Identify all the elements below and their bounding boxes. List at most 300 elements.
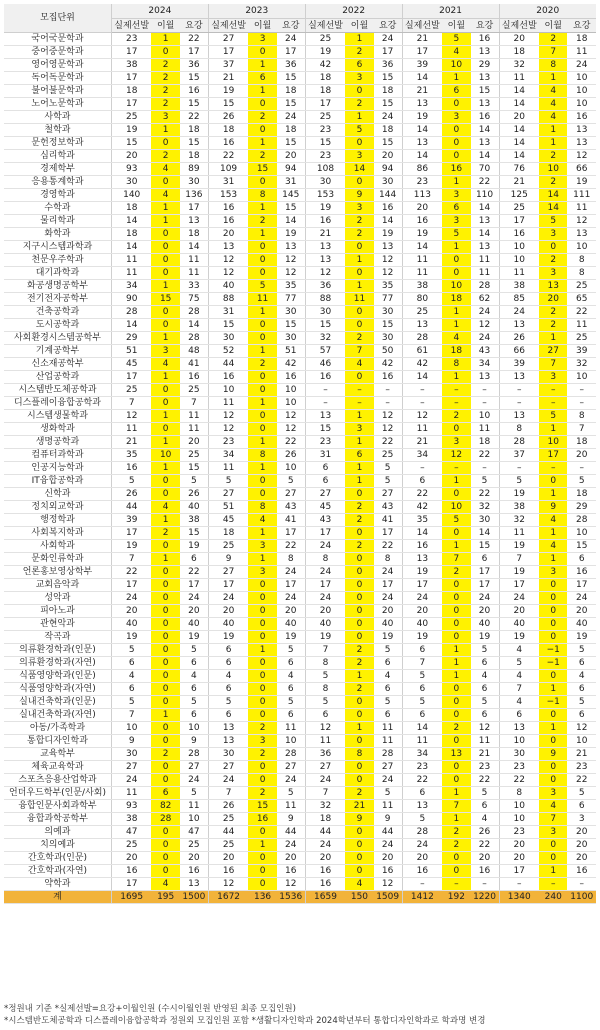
- total-row: [4, 891, 596, 904]
- selected-cell: 7: [305, 644, 345, 657]
- quota-cell: 77: [374, 293, 402, 306]
- selected-cell: 140: [111, 189, 151, 202]
- selected-cell: 39: [111, 514, 151, 527]
- selected-cell: 52: [208, 345, 248, 358]
- carry-cell: 2: [248, 358, 276, 371]
- selected-cell: 35: [111, 449, 151, 462]
- table-row: [4, 384, 596, 397]
- carry-cell: –: [442, 384, 470, 397]
- carry-cell: 0: [151, 644, 179, 657]
- quota-cell: 6: [180, 657, 208, 670]
- table-row: [4, 423, 596, 436]
- sub-header-carry: 이월: [151, 19, 179, 33]
- quota-cell: 6: [277, 683, 305, 696]
- carry-cell: 5: [539, 410, 567, 423]
- selected-cell: 10: [111, 722, 151, 735]
- carry-cell: −1: [539, 644, 567, 657]
- selected-cell: 12: [305, 722, 345, 735]
- selected-cell: 20: [499, 111, 539, 124]
- quota-cell: 41: [374, 514, 402, 527]
- selected-cell: 5: [499, 657, 539, 670]
- carry-cell: 5: [442, 514, 470, 527]
- carry-cell: 0: [151, 241, 179, 254]
- carry-cell: 9: [539, 501, 567, 514]
- carry-cell: 1: [345, 722, 373, 735]
- carry-cell: 0: [151, 254, 179, 267]
- carry-cell: 0: [248, 241, 276, 254]
- quota-cell: 44: [277, 826, 305, 839]
- carry-cell: 1: [442, 540, 470, 553]
- carry-cell: 0: [151, 267, 179, 280]
- dept-name: 물리학과: [4, 215, 111, 228]
- quota-cell: 30: [277, 306, 305, 319]
- quota-cell: 8: [567, 410, 596, 423]
- quota-cell: 13: [180, 215, 208, 228]
- carry-cell: 0: [345, 566, 373, 579]
- selected-cell: 32: [305, 332, 345, 345]
- quota-cell: 12: [277, 267, 305, 280]
- total-cell: 1659: [305, 891, 345, 904]
- carry-cell: 0: [248, 488, 276, 501]
- selected-cell: 10: [208, 384, 248, 397]
- selected-cell: 7: [499, 553, 539, 566]
- carry-cell: 3: [539, 787, 567, 800]
- carry-cell: 1: [248, 553, 276, 566]
- carry-cell: –: [442, 462, 470, 475]
- carry-cell: 3: [539, 566, 567, 579]
- footnote-1: *정원내 기준 *실제선발=요강+이월인원 (수시이월인원 반영된 최종 모집인원): [4, 1004, 296, 1014]
- quota-cell: 26: [277, 449, 305, 462]
- quota-cell: 24: [277, 592, 305, 605]
- quota-cell: 25: [567, 332, 596, 345]
- sub-header-quota: 요강: [180, 19, 208, 33]
- dept-name: 노어노문학과: [4, 98, 111, 111]
- carry-cell: 3: [248, 735, 276, 748]
- carry-cell: 0: [151, 852, 179, 865]
- selected-cell: 7: [111, 553, 151, 566]
- selected-cell: 20: [499, 33, 539, 46]
- carry-cell: 15: [151, 293, 179, 306]
- carry-cell: 2: [539, 319, 567, 332]
- table-row: [4, 280, 596, 293]
- quota-cell: 11: [180, 254, 208, 267]
- quota-cell: 70: [471, 163, 499, 176]
- carry-cell: 0: [248, 631, 276, 644]
- quota-cell: 6: [180, 683, 208, 696]
- quota-cell: 17: [471, 566, 499, 579]
- carry-cell: 0: [151, 683, 179, 696]
- selected-cell: 22: [111, 566, 151, 579]
- footnote-2: *시스템반도체공학과 디스플레이융합공학과 정원외 모집인원 포함 *생활디자인학과 2024학년부터 통합디자인학과로 학과명 변경: [4, 1016, 486, 1026]
- dept-name: 간호학과(인문): [4, 852, 111, 865]
- table-row: [4, 371, 596, 384]
- dept-name: 정치외교학과: [4, 501, 111, 514]
- selected-cell: 27: [208, 761, 248, 774]
- selected-cell: 153: [208, 189, 248, 202]
- selected-cell: –: [402, 462, 442, 475]
- selected-cell: 18: [305, 85, 345, 98]
- carry-cell: 1: [248, 85, 276, 98]
- dept-name: 경영학과: [4, 189, 111, 202]
- selected-cell: 30: [305, 176, 345, 189]
- carry-cell: 2: [539, 150, 567, 163]
- year-header-2024: 2024: [111, 4, 208, 19]
- selected-cell: 21: [208, 72, 248, 85]
- selected-cell: 23: [499, 761, 539, 774]
- selected-cell: 12: [208, 410, 248, 423]
- quota-cell: 12: [567, 215, 596, 228]
- carry-cell: –: [442, 397, 470, 410]
- selected-cell: 30: [111, 176, 151, 189]
- dept-name: 사회복지학과: [4, 527, 111, 540]
- quota-cell: 5: [567, 475, 596, 488]
- quota-cell: –: [374, 384, 402, 397]
- selected-cell: 8: [305, 657, 345, 670]
- quota-cell: 22: [277, 436, 305, 449]
- selected-cell: 11: [499, 267, 539, 280]
- selected-cell: 13: [305, 410, 345, 423]
- selected-cell: 8: [499, 787, 539, 800]
- selected-cell: 18: [111, 85, 151, 98]
- selected-cell: 11: [499, 527, 539, 540]
- selected-cell: 90: [111, 293, 151, 306]
- carry-cell: 10: [539, 436, 567, 449]
- quota-cell: 16: [471, 33, 499, 46]
- selected-cell: 6: [305, 462, 345, 475]
- selected-cell: 28: [499, 436, 539, 449]
- quota-cell: 15: [567, 540, 596, 553]
- quota-cell: 29: [567, 501, 596, 514]
- selected-cell: 32: [305, 800, 345, 813]
- quota-cell: 28: [471, 280, 499, 293]
- quota-cell: 5: [180, 644, 208, 657]
- table-row: [4, 813, 596, 826]
- selected-cell: 13: [305, 241, 345, 254]
- quota-cell: 13: [567, 137, 596, 150]
- carry-cell: 8: [248, 449, 276, 462]
- quota-cell: 6: [277, 709, 305, 722]
- selected-cell: 16: [305, 215, 345, 228]
- quota-cell: 20: [567, 449, 596, 462]
- carry-cell: 1: [151, 462, 179, 475]
- selected-cell: 38: [499, 501, 539, 514]
- quota-cell: 11: [277, 800, 305, 813]
- carry-cell: 21: [345, 800, 373, 813]
- carry-cell: 0: [151, 488, 179, 501]
- quota-cell: 5: [374, 462, 402, 475]
- carry-cell: 0: [442, 592, 470, 605]
- quota-cell: 89: [180, 163, 208, 176]
- quota-cell: 7: [567, 423, 596, 436]
- quota-cell: 15: [180, 462, 208, 475]
- carry-cell: 0: [539, 475, 567, 488]
- quota-cell: 41: [180, 358, 208, 371]
- carry-cell: 0: [345, 709, 373, 722]
- quota-cell: 15: [277, 202, 305, 215]
- quota-cell: 24: [277, 774, 305, 787]
- quota-cell: 13: [471, 98, 499, 111]
- selected-cell: 20: [208, 228, 248, 241]
- quota-cell: 19: [277, 631, 305, 644]
- carry-cell: 0: [151, 657, 179, 670]
- carry-cell: 0: [151, 605, 179, 618]
- carry-cell: 2: [345, 540, 373, 553]
- quota-cell: 13: [374, 241, 402, 254]
- sub-header-quota: 요강: [374, 19, 402, 33]
- carry-cell: 0: [151, 306, 179, 319]
- dept-name: 언더우드학부(인문/사회): [4, 787, 111, 800]
- selected-cell: 28: [402, 332, 442, 345]
- dept-name: 문헌정보학과: [4, 137, 111, 150]
- selected-cell: 37: [499, 449, 539, 462]
- selected-cell: 38: [499, 280, 539, 293]
- dept-name: 생화학과: [4, 423, 111, 436]
- selected-cell: 20: [499, 839, 539, 852]
- selected-cell: 25: [208, 839, 248, 852]
- selected-cell: 17: [499, 865, 539, 878]
- quota-cell: 31: [277, 176, 305, 189]
- selected-cell: 11: [111, 423, 151, 436]
- selected-cell: 10: [499, 813, 539, 826]
- carry-cell: 0: [151, 774, 179, 787]
- quota-cell: 6: [567, 683, 596, 696]
- quota-cell: 19: [180, 540, 208, 553]
- carry-cell: 7: [345, 345, 373, 358]
- dept-name: 교육학부: [4, 748, 111, 761]
- quota-cell: 5: [180, 696, 208, 709]
- quota-cell: 13: [471, 72, 499, 85]
- dept-name: 기계공학부: [4, 345, 111, 358]
- selected-cell: 14: [402, 527, 442, 540]
- selected-cell: 17: [111, 371, 151, 384]
- selected-cell: 14: [499, 98, 539, 111]
- selected-cell: 7: [499, 683, 539, 696]
- carry-cell: 0: [345, 488, 373, 501]
- table-row: [4, 787, 596, 800]
- quota-cell: 25: [180, 449, 208, 462]
- selected-cell: 51: [208, 501, 248, 514]
- dept-name: 화공생명공학부: [4, 280, 111, 293]
- selected-cell: –: [499, 397, 539, 410]
- dept-name: 사회환경시스템공학부: [4, 332, 111, 345]
- quota-cell: 15: [374, 98, 402, 111]
- carry-cell: 0: [345, 826, 373, 839]
- quota-cell: 9: [374, 813, 402, 826]
- carry-cell: 1: [539, 488, 567, 501]
- quota-cell: 14: [180, 319, 208, 332]
- quota-cell: 5: [374, 787, 402, 800]
- carry-cell: 5: [442, 228, 470, 241]
- quota-cell: 10: [567, 527, 596, 540]
- carry-cell: 10: [539, 163, 567, 176]
- table-row: [4, 176, 596, 189]
- selected-cell: 25: [111, 839, 151, 852]
- carry-cell: 4: [345, 358, 373, 371]
- quota-cell: 15: [471, 540, 499, 553]
- quota-cell: 30: [374, 306, 402, 319]
- quota-cell: 35: [374, 280, 402, 293]
- carry-cell: 0: [248, 761, 276, 774]
- quota-cell: 20: [180, 436, 208, 449]
- quota-cell: 16: [374, 202, 402, 215]
- quota-cell: 16: [567, 111, 596, 124]
- carry-cell: 3: [442, 215, 470, 228]
- carry-cell: 5: [442, 33, 470, 46]
- quota-cell: 13: [471, 137, 499, 150]
- table-row: [4, 670, 596, 683]
- quota-cell: 40: [374, 618, 402, 631]
- quota-cell: 18: [567, 436, 596, 449]
- quota-cell: 11: [471, 267, 499, 280]
- table-body: [4, 33, 596, 891]
- quota-cell: 42: [374, 358, 402, 371]
- selected-cell: 39: [402, 59, 442, 72]
- carry-cell: 1: [442, 657, 470, 670]
- carry-cell: 0: [248, 618, 276, 631]
- carry-cell: 2: [151, 150, 179, 163]
- selected-cell: 22: [208, 150, 248, 163]
- quota-cell: 6: [567, 553, 596, 566]
- dept-name: 성악과: [4, 592, 111, 605]
- carry-cell: 0: [539, 709, 567, 722]
- selected-cell: 14: [111, 241, 151, 254]
- quota-cell: 110: [471, 189, 499, 202]
- selected-cell: 10: [499, 735, 539, 748]
- dept-name: 대기과학과: [4, 267, 111, 280]
- quota-cell: 24: [277, 33, 305, 46]
- carry-cell: 0: [248, 774, 276, 787]
- selected-cell: 14: [499, 137, 539, 150]
- carry-cell: 1: [248, 137, 276, 150]
- table-row: [4, 566, 596, 579]
- selected-cell: 18: [305, 72, 345, 85]
- selected-cell: 16: [402, 540, 442, 553]
- quota-cell: 40: [180, 618, 208, 631]
- selected-cell: 14: [402, 150, 442, 163]
- dept-name: 불어불문학과: [4, 85, 111, 98]
- selected-cell: 5: [402, 696, 442, 709]
- selected-cell: 24: [305, 839, 345, 852]
- table-row: [4, 488, 596, 501]
- selected-cell: 14: [402, 72, 442, 85]
- selected-cell: 40: [305, 618, 345, 631]
- dept-name: 산업공학과: [4, 371, 111, 384]
- quota-cell: 27: [374, 488, 402, 501]
- quota-cell: 24: [277, 111, 305, 124]
- carry-cell: 0: [539, 774, 567, 787]
- quota-cell: 24: [374, 592, 402, 605]
- selected-cell: 6: [305, 475, 345, 488]
- selected-cell: 20: [208, 852, 248, 865]
- selected-cell: 16: [111, 865, 151, 878]
- carry-cell: 5: [345, 124, 373, 137]
- dept-name: 건축공학과: [4, 306, 111, 319]
- quota-cell: 7: [180, 397, 208, 410]
- quota-cell: 15: [277, 98, 305, 111]
- carry-cell: 7: [442, 800, 470, 813]
- selected-cell: 14: [499, 124, 539, 137]
- carry-cell: 1: [151, 280, 179, 293]
- table-row: [4, 228, 596, 241]
- carry-cell: 1: [442, 644, 470, 657]
- quota-cell: 24: [180, 592, 208, 605]
- table-row: [4, 735, 596, 748]
- quota-cell: 17: [180, 202, 208, 215]
- year-header-2020: 2020: [499, 4, 596, 19]
- table-row: [4, 878, 596, 891]
- quota-cell: 12: [471, 319, 499, 332]
- table-row: [4, 683, 596, 696]
- carry-cell: 2: [442, 566, 470, 579]
- selected-cell: 25: [305, 33, 345, 46]
- carry-cell: 0: [345, 137, 373, 150]
- carry-cell: 1: [539, 137, 567, 150]
- carry-cell: −1: [539, 696, 567, 709]
- dept-name: 도시공학과: [4, 319, 111, 332]
- quota-cell: 16: [374, 865, 402, 878]
- quota-cell: 28: [180, 332, 208, 345]
- carry-cell: 4: [539, 800, 567, 813]
- quota-cell: 16: [567, 566, 596, 579]
- carry-cell: 2: [151, 85, 179, 98]
- selected-cell: 11: [402, 254, 442, 267]
- carry-cell: 15: [248, 800, 276, 813]
- table-row: [4, 618, 596, 631]
- carry-cell: 0: [248, 332, 276, 345]
- year-header-2022: 2022: [305, 4, 402, 19]
- selected-cell: 20: [305, 852, 345, 865]
- selected-cell: 16: [305, 865, 345, 878]
- table-row: [4, 306, 596, 319]
- quota-cell: 12: [374, 267, 402, 280]
- carry-cell: 0: [151, 761, 179, 774]
- carry-cell: 1: [248, 436, 276, 449]
- quota-cell: 30: [374, 332, 402, 345]
- carry-cell: 0: [539, 592, 567, 605]
- carry-cell: 0: [151, 579, 179, 592]
- selected-cell: 16: [402, 865, 442, 878]
- carry-cell: 0: [151, 592, 179, 605]
- quota-cell: 22: [277, 540, 305, 553]
- carry-cell: 0: [442, 865, 470, 878]
- dept-name: 독어독문학과: [4, 72, 111, 85]
- carry-cell: 1: [151, 514, 179, 527]
- carry-cell: 0: [539, 735, 567, 748]
- carry-cell: 0: [248, 384, 276, 397]
- carry-cell: 2: [151, 527, 179, 540]
- quota-cell: 14: [471, 228, 499, 241]
- selected-cell: 28: [111, 306, 151, 319]
- selected-cell: 20: [111, 150, 151, 163]
- carry-cell: 3: [539, 228, 567, 241]
- quota-cell: 11: [374, 722, 402, 735]
- year-header-2023: 2023: [208, 4, 305, 19]
- quota-cell: 29: [471, 59, 499, 72]
- selected-cell: 42: [305, 59, 345, 72]
- carry-cell: 0: [151, 839, 179, 852]
- selected-cell: 7: [111, 397, 151, 410]
- selected-cell: 5: [111, 475, 151, 488]
- quota-cell: 4: [567, 670, 596, 683]
- carry-cell: 1: [442, 670, 470, 683]
- selected-cell: 14: [402, 124, 442, 137]
- carry-cell: 8: [248, 501, 276, 514]
- dept-name: 심리학과: [4, 150, 111, 163]
- quota-cell: 94: [277, 163, 305, 176]
- quota-cell: 44: [374, 826, 402, 839]
- selected-cell: 17: [402, 579, 442, 592]
- table-row: [4, 436, 596, 449]
